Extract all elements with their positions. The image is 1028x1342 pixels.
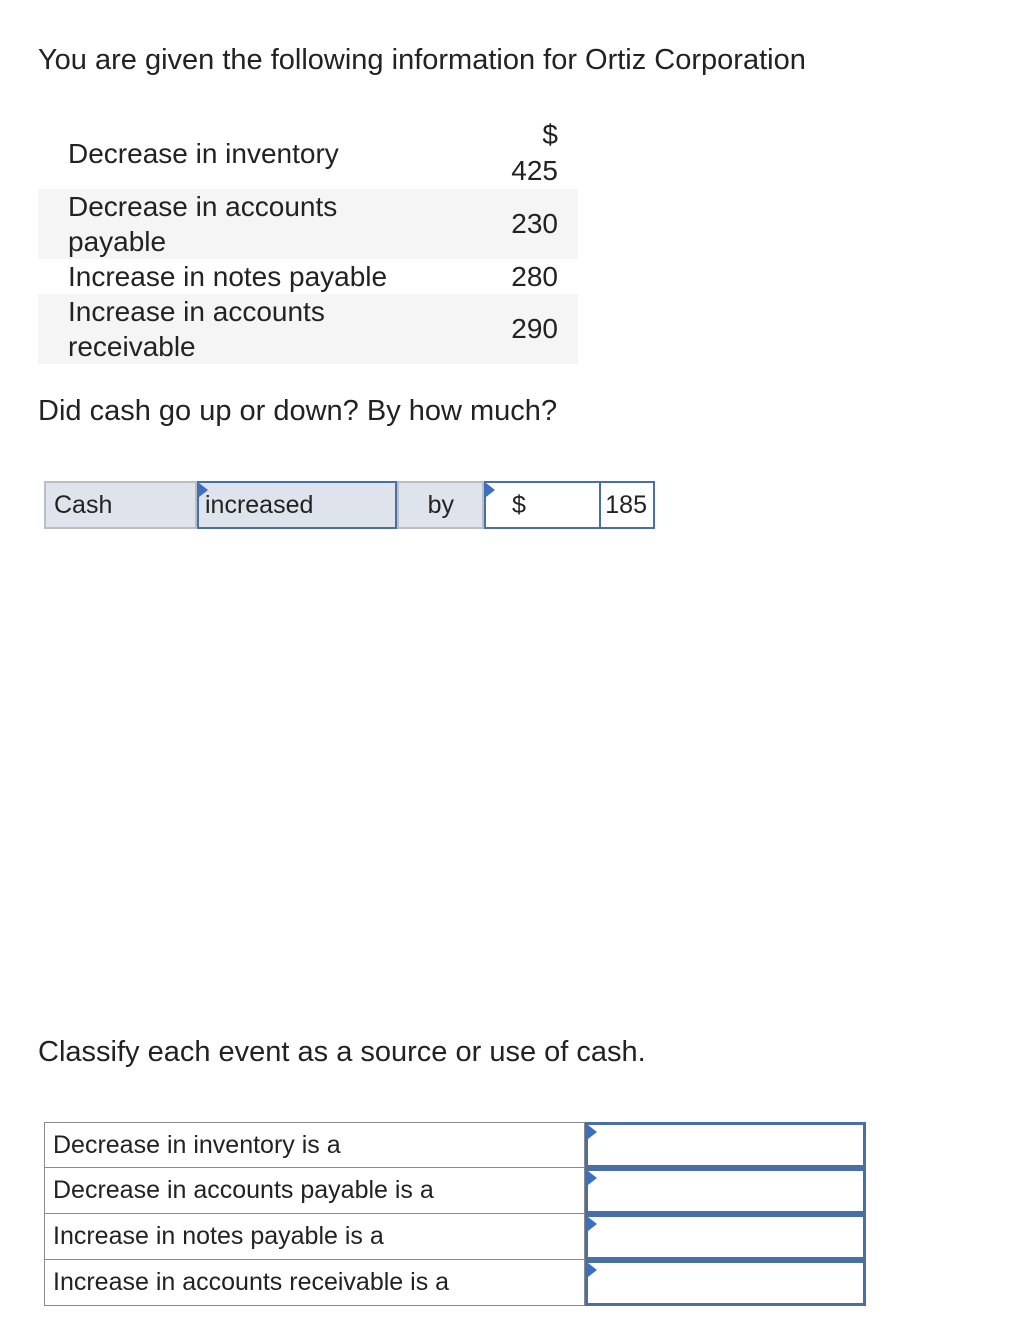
info-label: Increase in accounts receivable bbox=[68, 296, 325, 362]
info-label: Decrease in inventory bbox=[68, 137, 339, 169]
classify-prompt: Classify each event as a source or use of cash. bbox=[38, 1036, 646, 1068]
dropdown-corner-icon bbox=[199, 483, 208, 497]
classify-dropdown-accounts-receivable[interactable] bbox=[585, 1260, 866, 1306]
dropdown-corner-icon bbox=[588, 1217, 597, 1231]
classify-dropdown-accounts-payable[interactable] bbox=[585, 1168, 866, 1214]
info-label: Decrease in accounts payable bbox=[68, 191, 338, 257]
info-value: 290 bbox=[511, 313, 558, 344]
by-label: by bbox=[397, 481, 484, 529]
direction-dropdown[interactable] bbox=[197, 481, 397, 529]
amount-input[interactable]: 185 bbox=[599, 483, 647, 527]
amount-field[interactable] bbox=[484, 481, 655, 529]
dropdown-corner-icon bbox=[588, 1125, 597, 1139]
info-label: Increase in notes payable bbox=[68, 261, 388, 292]
classify-table bbox=[44, 1122, 866, 1306]
classify-label: Decrease in accounts payable is a bbox=[44, 1168, 585, 1214]
amount-currency-symbol: $ bbox=[512, 490, 526, 519]
classify-label: Increase in accounts receivable is a bbox=[44, 1260, 585, 1306]
classify-row bbox=[44, 1168, 866, 1214]
cash-label: Cash bbox=[44, 481, 197, 529]
classify-row bbox=[44, 1122, 866, 1168]
info-row bbox=[38, 117, 578, 189]
dropdown-corner-icon bbox=[588, 1263, 597, 1277]
info-value: 425 bbox=[511, 155, 558, 186]
classify-row bbox=[44, 1260, 866, 1306]
info-row bbox=[38, 259, 578, 294]
info-value: 280 bbox=[511, 260, 558, 292]
classify-dropdown-notes-payable[interactable] bbox=[585, 1214, 866, 1260]
dropdown-corner-icon bbox=[588, 1171, 597, 1185]
info-value: 230 bbox=[511, 208, 558, 239]
intro-text: You are given the following information for Ortiz Corporation bbox=[38, 44, 806, 76]
field-corner-icon bbox=[486, 483, 495, 497]
classify-label: Increase in notes payable is a bbox=[44, 1214, 585, 1260]
given-info-table bbox=[38, 117, 578, 364]
question-text: Did cash go up or down? By how much? bbox=[38, 395, 558, 427]
info-row bbox=[38, 294, 578, 364]
cash-answer-row bbox=[44, 481, 655, 529]
classify-label: Decrease in inventory is a bbox=[44, 1122, 585, 1168]
info-row bbox=[38, 189, 578, 259]
classify-row bbox=[44, 1214, 866, 1260]
currency-symbol: $ bbox=[542, 119, 558, 150]
direction-value: increased bbox=[205, 490, 314, 519]
classify-dropdown-inventory[interactable] bbox=[585, 1122, 866, 1168]
